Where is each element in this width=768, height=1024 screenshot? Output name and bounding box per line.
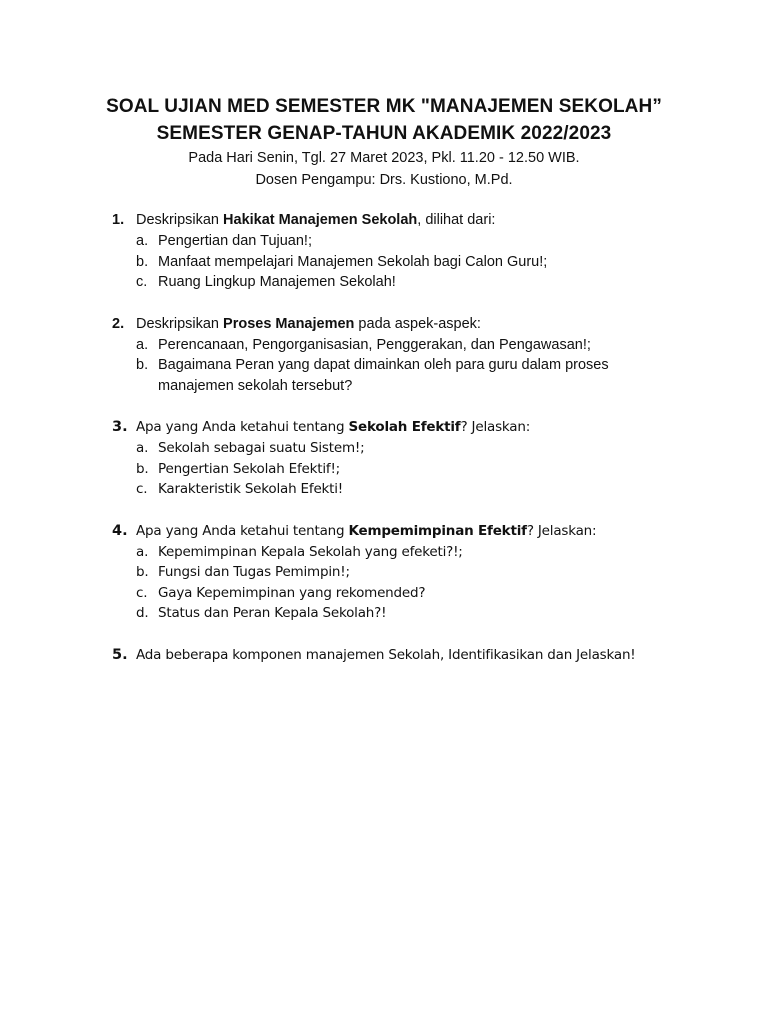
sub-question: b. Bagaimana Peran yang dapat dimainkan oleh para guru dalam proses manajemen sekolah tersebut? (136, 357, 609, 394)
semester-title: SEMESTER GENAP-TAHUN AKADEMIK 2022/2023 (156, 123, 612, 144)
question-5 (112, 645, 672, 666)
exam-schedule: Pada Hari Senin, Tgl. 27 Maret 2023, Pkl. 11.20 - 12.50 WIB. (188, 150, 580, 166)
question-number: 3. (112, 419, 128, 435)
question-number: 4. (112, 522, 128, 539)
sub-question: c. Gaya Kepemimpinan yang rekomended? (136, 584, 426, 601)
question-number: 1. (112, 212, 125, 228)
sub-question: a. Kepemimpinan Kepala Sekolah yang efeketi?!; (136, 543, 463, 560)
exam-header (0, 93, 768, 191)
sub-question-list (112, 542, 672, 624)
question-text: Apa yang Anda ketahui tentang Sekolah Efektif? Jelaskan: (136, 419, 531, 435)
sub-question: c. Ruang Lingkup Manajemen Sekolah! (136, 274, 396, 290)
question-list (112, 210, 672, 687)
sub-question-list (112, 335, 672, 397)
sub-question: a. Sekolah sebagai suatu Sistem!; (136, 440, 365, 456)
sub-question: b. Pengertian Sekolah Efektif!; (136, 460, 341, 477)
lecturer-name: Dosen Pengampu: Drs. Kustiono, M.Pd. (255, 172, 513, 188)
sub-question: a. Pengertian dan Tujuan!; (136, 233, 312, 249)
sub-question-list (112, 231, 672, 293)
sub-question: a. Perencanaan, Pengorganisasian, Penggerakan, dan Pengawasan!; (136, 336, 591, 353)
question-3 (112, 417, 672, 500)
sub-question: b. Fungsi dan Tugas Pemimpin!; (136, 564, 350, 580)
exam-title: SOAL UJIAN MED SEMESTER MK "MANAJEMEN SEKOLAH” (106, 96, 662, 117)
sub-question: b. Manfaat mempelajari Manajemen Sekolah bagi Calon Guru!; (136, 253, 548, 270)
question-text: Deskripsikan Proses Manajemen pada aspek-aspek: (136, 315, 481, 332)
question-4 (112, 521, 672, 624)
question-text: Ada beberapa komponen manajemen Sekolah, Identifikasikan dan Jelaskan! (136, 646, 636, 663)
question-number: 2. (112, 315, 125, 332)
sub-question-list (112, 438, 672, 500)
question-1 (112, 210, 672, 293)
sub-question: d. Status dan Peran Kepala Sekolah?! (136, 605, 387, 621)
question-text: Apa yang Anda ketahui tentang Kempemimpinan Efektif? Jelaskan: (136, 522, 597, 539)
sub-question: c. Karakteristik Sekolah Efekti! (136, 481, 344, 497)
question-number: 5. (112, 646, 128, 663)
question-text: Deskripsikan Hakikat Manajemen Sekolah, dilihat dari: (136, 212, 496, 228)
question-2 (112, 314, 672, 397)
